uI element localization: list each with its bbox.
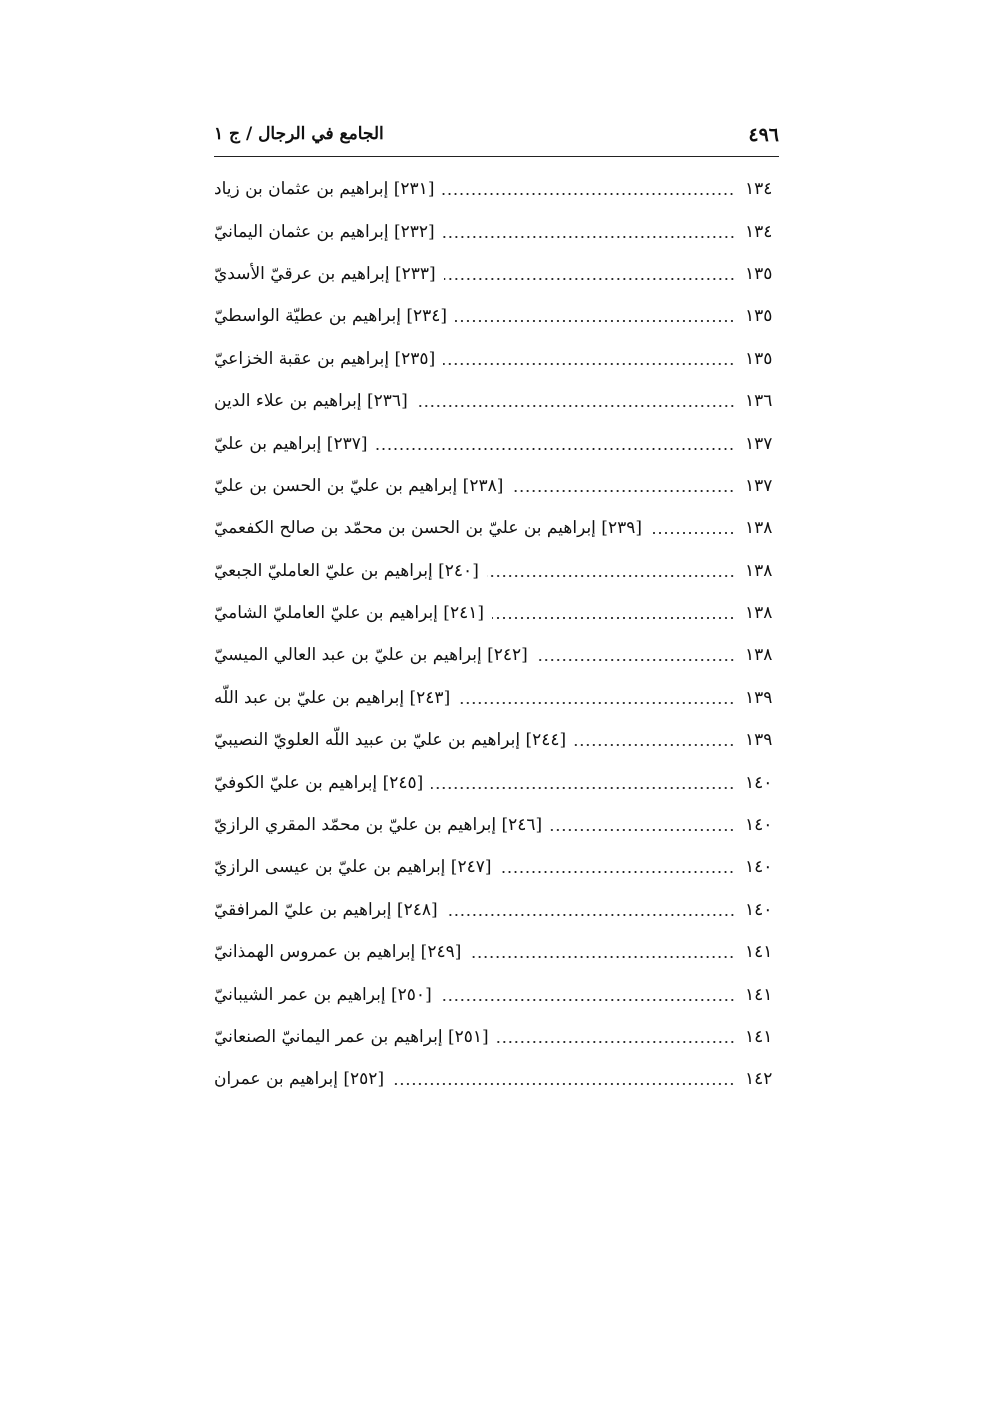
- dot-leader: [492, 615, 735, 621]
- toc-entry: [214, 338, 779, 380]
- toc-entry-page-number: ١٣٨: [745, 645, 773, 666]
- toc-entry-label: [٢٤٩] إبراهيم بن عمروس الهمذانيّ: [214, 942, 462, 963]
- toc-entry-label: [٢٤٤] إبراهيم بن عليّ بن عبيد اللّه العلويّ النصيبيّ: [214, 730, 567, 751]
- toc-entry-label: [٢٤٣] إبراهيم بن عليّ بن عبد اللّه: [214, 687, 451, 708]
- toc-entry-label: [٢٥٢] إبراهيم بن عمران: [214, 1069, 385, 1090]
- toc-entry: [214, 761, 779, 803]
- toc-entry: [214, 210, 779, 252]
- dot-leader: [650, 530, 735, 536]
- toc-entry-page-number: ١٤٠: [745, 772, 773, 793]
- toc-entry: [214, 253, 779, 295]
- table-of-contents: [214, 168, 779, 1101]
- page-number: ٤٩٦: [748, 124, 779, 146]
- toc-entry: [214, 465, 779, 507]
- dot-leader: [487, 573, 735, 579]
- toc-entry-label: [٢٤٢] إبراهيم بن عليّ بن عبد العالي الميسيّ: [214, 645, 528, 666]
- dot-leader: [536, 657, 735, 663]
- toc-entry-label: [٢٣٥] إبراهيم بن عقبة الخزاعيّ: [214, 348, 436, 369]
- toc-entry-label: [٢٤٥] إبراهيم بن عليّ الكوفيّ: [214, 772, 424, 793]
- toc-entry-page-number: ١٤١: [745, 1027, 773, 1047]
- toc-entry-page-number: ١٤١: [745, 984, 773, 1005]
- toc-entry-page-number: ١٣٥: [745, 263, 773, 284]
- dot-leader: [444, 276, 735, 282]
- toc-entry-page-number: ١٤٠: [745, 815, 773, 836]
- toc-entry-page-number: ١٣٩: [745, 730, 773, 751]
- running-header: [214, 118, 779, 157]
- toc-entry-page-number: ١٣٨: [745, 560, 773, 581]
- dot-leader: [574, 742, 735, 748]
- toc-entry: [214, 592, 779, 634]
- toc-entry: [214, 295, 779, 337]
- dot-leader: [375, 446, 735, 452]
- dot-leader: [458, 700, 735, 706]
- toc-entry-page-number: ١٣٧: [745, 433, 773, 454]
- toc-entry-label: [٢٣١] إبراهيم بن عثمان بن زياد: [214, 179, 435, 200]
- toc-entry-page-number: ١٣٧: [745, 475, 773, 496]
- dot-leader: [442, 191, 735, 197]
- toc-entry-label: [٢٤٠] إبراهيم بن عليّ العامليّ الجبعيّ: [214, 560, 479, 581]
- toc-entry-label: [٢٤٨] إبراهيم بن عليّ المرافقيّ: [214, 899, 438, 920]
- dot-leader: [469, 954, 735, 960]
- toc-entry: [214, 507, 779, 549]
- toc-entry-page-number: ١٤٠: [745, 857, 773, 878]
- dot-leader: [497, 1039, 735, 1045]
- toc-entry: [214, 889, 779, 931]
- toc-entry: [214, 550, 779, 592]
- toc-entry: [214, 846, 779, 888]
- toc-entry-page-number: ١٣٥: [745, 348, 773, 369]
- toc-entry-page-number: ١٣٦: [745, 391, 773, 412]
- toc-entry-page-number: ١٣٤: [745, 179, 773, 200]
- toc-entry: [214, 1058, 779, 1100]
- toc-entry-label: [٢٣٦] إبراهيم بن علاء الدين: [214, 391, 408, 412]
- dot-leader: [446, 912, 735, 918]
- dot-leader: [443, 361, 735, 367]
- dot-leader: [499, 869, 735, 875]
- dot-leader: [392, 1081, 735, 1087]
- toc-entry: [214, 634, 779, 676]
- toc-entry-page-number: ١٤٢: [745, 1069, 773, 1090]
- toc-entry: [214, 168, 779, 210]
- toc-entry-page-number: ١٤٠: [745, 899, 773, 920]
- toc-entry: [214, 931, 779, 973]
- toc-entry: [214, 380, 779, 422]
- toc-entry: [214, 677, 779, 719]
- toc-entry-label: [٢٣٣] إبراهيم بن عرقيّ الأسديّ: [214, 263, 436, 284]
- dot-leader: [431, 785, 735, 791]
- dot-leader: [443, 234, 735, 240]
- toc-entry-page-number: ١٤١: [745, 942, 773, 963]
- toc-entry-page-number: ١٣٤: [745, 221, 773, 242]
- toc-entry: [214, 804, 779, 846]
- toc-entry: [214, 422, 779, 464]
- dot-leader: [440, 997, 735, 1003]
- toc-entry-label: [٢٥١] إبراهيم بن عمر اليمانيّ الصنعانيّ: [214, 1027, 489, 1047]
- toc-entry-label: [٢٤٧] إبراهيم بن عليّ بن عيسى الرازيّ: [214, 857, 492, 878]
- toc-entry-page-number: ١٣٥: [745, 306, 773, 327]
- toc-entry-label: [٢٣٢] إبراهيم بن عثمان اليمانيّ: [214, 221, 435, 242]
- toc-entry-label: [٢٣٨] إبراهيم بن عليّ بن الحسن بن عليّ: [214, 475, 504, 496]
- toc-entry-label: [٢٣٩] إبراهيم بن عليّ بن الحسن بن محمّد بن صالح الكفعميّ: [214, 518, 642, 539]
- toc-entry-label: [٢٥٠] إبراهيم بن عمر الشيبانيّ: [214, 984, 432, 1005]
- dot-leader: [455, 318, 735, 324]
- toc-entry-page-number: ١٣٩: [745, 687, 773, 708]
- dot-leader: [511, 488, 735, 494]
- toc-entry: [214, 719, 779, 761]
- dot-leader: [550, 827, 735, 833]
- toc-entry: [214, 973, 779, 1015]
- toc-entry-page-number: ١٣٨: [745, 518, 773, 539]
- dot-leader: [416, 403, 735, 409]
- book-title: الجامع في الرجال / ج ١: [214, 124, 384, 144]
- toc-entry-label: [٢٤٦] إبراهيم بن عليّ بن محمّد المقري الرازيّ: [214, 815, 543, 836]
- toc-entry-label: [٢٣٧] إبراهيم بن عليّ: [214, 433, 368, 454]
- toc-entry-label: [٢٣٤] إبراهيم بن عطيّة الواسطيّ: [214, 306, 448, 327]
- toc-entry-label: [٢٤١] إبراهيم بن عليّ العامليّ الشاميّ: [214, 603, 484, 624]
- toc-entry-page-number: ١٣٨: [745, 603, 773, 624]
- toc-entry: [214, 1016, 779, 1058]
